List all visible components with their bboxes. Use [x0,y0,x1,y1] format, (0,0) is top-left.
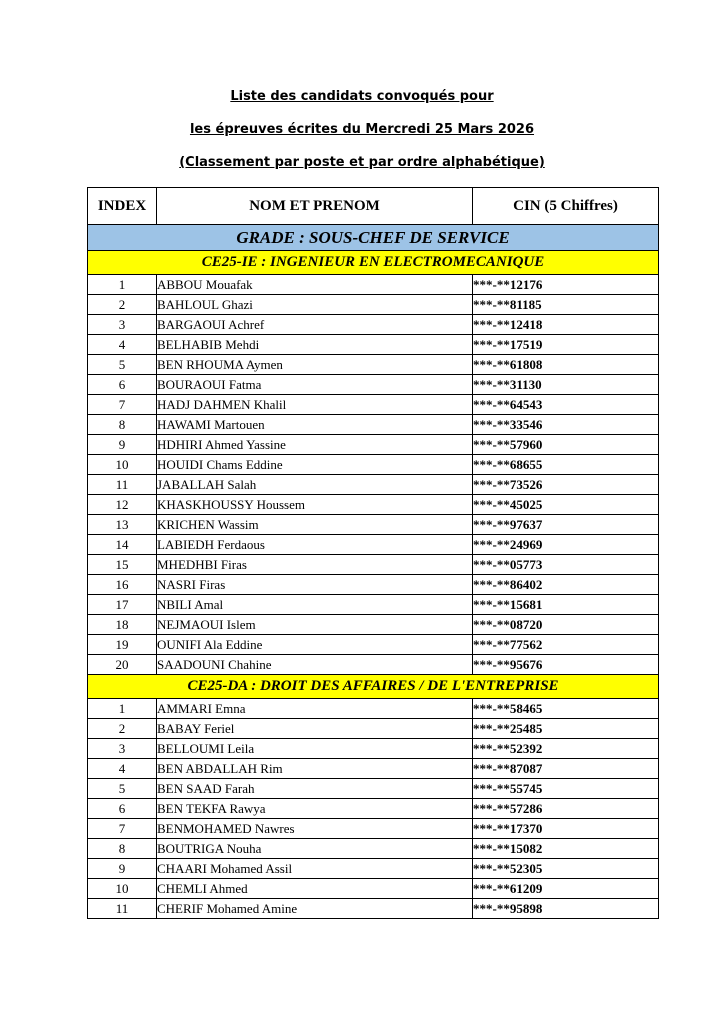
candidate-name: BEN ABDALLAH Rim [157,759,473,779]
row-index: 3 [88,739,157,759]
grade-row [88,225,659,251]
grade-label: GRADE : SOUS-CHEF DE SERVICE [88,225,659,251]
table-row [88,655,659,675]
candidate-name: AMMARI Emna [157,699,473,719]
section-row [88,675,659,699]
table-body [88,225,659,919]
table-row [88,759,659,779]
candidate-name: SAADOUNI Chahine [157,655,473,675]
table-row [88,615,659,635]
table-row [88,779,659,799]
candidate-cin: ***-**52392 [473,739,659,759]
title-line-1: Liste des candidats convoqués pour [230,89,494,104]
document-title [0,88,724,187]
row-index: 6 [88,375,157,395]
candidate-name: BENMOHAMED Nawres [157,819,473,839]
candidate-cin: ***-**24969 [473,535,659,555]
section-title: CE25-IE : INGENIEUR EN ELECTROMECANIQUE [88,251,659,275]
candidate-cin: ***-**57960 [473,435,659,455]
row-index: 7 [88,819,157,839]
candidate-name: ABBOU Mouafak [157,275,473,295]
table-row [88,819,659,839]
table-row [88,575,659,595]
section-row [88,251,659,275]
table-row [88,435,659,455]
candidate-name: BEN SAAD Farah [157,779,473,799]
candidate-cin: ***-**64543 [473,395,659,415]
table-row [88,295,659,315]
table-row [88,415,659,435]
row-index: 1 [88,275,157,295]
candidate-name: KRICHEN Wassim [157,515,473,535]
candidate-name: HADJ DAHMEN Khalil [157,395,473,415]
table-row [88,475,659,495]
candidate-cin: ***-**61209 [473,879,659,899]
candidate-cin: ***-**15681 [473,595,659,615]
table-row [88,595,659,615]
table-row [88,495,659,515]
row-index: 11 [88,899,157,919]
table-row [88,515,659,535]
candidate-name: JABALLAH Salah [157,475,473,495]
candidate-cin: ***-**58465 [473,699,659,719]
table-row [88,355,659,375]
candidate-name: CHAARI Mohamed Assil [157,859,473,879]
candidate-cin: ***-**95676 [473,655,659,675]
candidate-name: BARGAOUI Achref [157,315,473,335]
row-index: 20 [88,655,157,675]
row-index: 18 [88,615,157,635]
candidate-name: NEJMAOUI Islem [157,615,473,635]
table-row [88,535,659,555]
table-row [88,859,659,879]
candidate-cin: ***-**17370 [473,819,659,839]
row-index: 4 [88,759,157,779]
table-row [88,899,659,919]
candidate-name: BAHLOUL Ghazi [157,295,473,315]
row-index: 13 [88,515,157,535]
candidate-cin: ***-**81185 [473,295,659,315]
table-row [88,839,659,859]
candidate-name: BEN TEKFA Rawya [157,799,473,819]
row-index: 9 [88,435,157,455]
candidate-name: BELLOUMI Leila [157,739,473,759]
candidate-cin: ***-**52305 [473,859,659,879]
candidate-name: HDHIRI Ahmed Yassine [157,435,473,455]
row-index: 4 [88,335,157,355]
row-index: 15 [88,555,157,575]
row-index: 6 [88,799,157,819]
row-index: 11 [88,475,157,495]
row-index: 9 [88,859,157,879]
table-row [88,335,659,355]
candidate-cin: ***-**73526 [473,475,659,495]
candidate-cin: ***-**61808 [473,355,659,375]
candidate-cin: ***-**25485 [473,719,659,739]
candidate-cin: ***-**08720 [473,615,659,635]
row-index: 10 [88,455,157,475]
header-name: NOM ET PRENOM [157,188,473,225]
candidate-name: HOUIDI Chams Eddine [157,455,473,475]
table-row [88,879,659,899]
candidate-name: LABIEDH Ferdaous [157,535,473,555]
candidate-name: CHEMLI Ahmed [157,879,473,899]
row-index: 5 [88,355,157,375]
row-index: 8 [88,839,157,859]
row-index: 10 [88,879,157,899]
candidate-name: MHEDHBI Firas [157,555,473,575]
header-cin: CIN (5 Chiffres) [473,188,659,225]
row-index: 5 [88,779,157,799]
candidate-name: BOURAOUI Fatma [157,375,473,395]
section-title: CE25-DA : DROIT DES AFFAIRES / DE L'ENTREPRISE [88,675,659,699]
table-row [88,315,659,335]
row-index: 17 [88,595,157,615]
candidate-cin: ***-**45025 [473,495,659,515]
row-index: 19 [88,635,157,655]
table-row [88,799,659,819]
candidate-name: NBILI Amal [157,595,473,615]
table-row [88,739,659,759]
candidate-name: BELHABIB Mehdi [157,335,473,355]
candidate-name: CHERIF Mohamed Amine [157,899,473,919]
candidate-name: BEN RHOUMA Aymen [157,355,473,375]
candidate-cin: ***-**77562 [473,635,659,655]
candidate-cin: ***-**12176 [473,275,659,295]
title-line-3: (Classement par poste et par ordre alphabétique) [179,155,545,170]
row-index: 2 [88,719,157,739]
table-row [88,555,659,575]
candidate-name: KHASKHOUSSY Houssem [157,495,473,515]
candidate-name: OUNIFI Ala Eddine [157,635,473,655]
header-index: INDEX [88,188,157,225]
table-row [88,275,659,295]
candidate-name: BOUTRIGA Nouha [157,839,473,859]
table-row [88,699,659,719]
candidate-cin: ***-**86402 [473,575,659,595]
row-index: 3 [88,315,157,335]
row-index: 7 [88,395,157,415]
candidate-cin: ***-**05773 [473,555,659,575]
candidates-table [87,187,659,919]
table-row [88,455,659,475]
candidate-cin: ***-**17519 [473,335,659,355]
candidate-cin: ***-**55745 [473,779,659,799]
row-index: 1 [88,699,157,719]
row-index: 12 [88,495,157,515]
table-row [88,719,659,739]
title-line-2: les épreuves écrites du Mercredi 25 Mars 2026 [189,122,535,137]
table-row [88,635,659,655]
candidate-name: HAWAMI Martouen [157,415,473,435]
row-index: 8 [88,415,157,435]
candidate-cin: ***-**15082 [473,839,659,859]
row-index: 14 [88,535,157,555]
candidate-cin: ***-**87087 [473,759,659,779]
row-index: 2 [88,295,157,315]
candidate-cin: ***-**12418 [473,315,659,335]
candidate-cin: ***-**33546 [473,415,659,435]
table-header-row [88,188,659,225]
table-row [88,375,659,395]
candidate-cin: ***-**68655 [473,455,659,475]
candidate-name: BABAY Feriel [157,719,473,739]
candidate-cin: ***-**95898 [473,899,659,919]
candidate-name: NASRI Firas [157,575,473,595]
candidate-cin: ***-**97637 [473,515,659,535]
candidate-cin: ***-**31130 [473,375,659,395]
table-row [88,395,659,415]
row-index: 16 [88,575,157,595]
candidate-cin: ***-**57286 [473,799,659,819]
